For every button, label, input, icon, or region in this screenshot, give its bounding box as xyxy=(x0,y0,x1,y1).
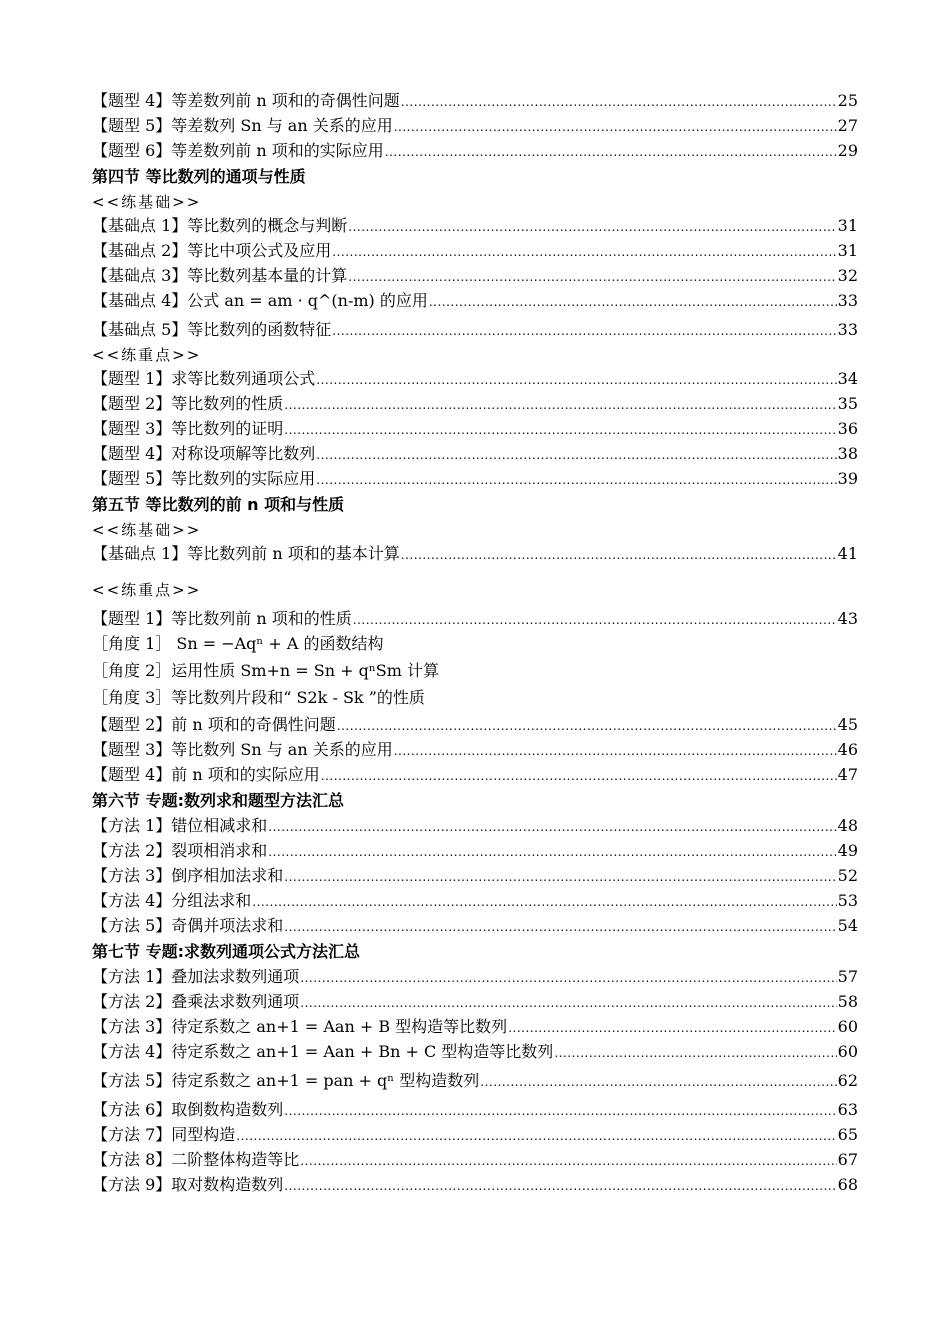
dot-leader xyxy=(252,890,836,913)
toc-entry xyxy=(92,890,858,915)
dot-leader xyxy=(316,468,836,491)
toc-entry-label: 【题型 3】等比数列 Sn 与 an 关系的应用 xyxy=(92,740,393,759)
dot-leader xyxy=(321,764,837,787)
toc-page-number: 60 xyxy=(837,1042,858,1061)
dot-leader xyxy=(337,714,837,737)
toc-entry xyxy=(92,915,858,940)
practice-subheading: <<练基础>> xyxy=(92,521,202,539)
dot-leader xyxy=(480,1070,836,1093)
dot-leader xyxy=(332,319,836,342)
toc-entry xyxy=(92,115,858,140)
toc-page-number: 46 xyxy=(837,740,858,759)
toc-entry xyxy=(92,265,858,290)
dot-leader xyxy=(300,991,836,1014)
dot-leader xyxy=(429,290,837,313)
toc-entry-label: 【题型 4】对称设项解等比数列 xyxy=(92,444,316,463)
toc-entry xyxy=(92,608,858,633)
toc-entry xyxy=(92,443,858,468)
section-heading: 第七节 专题:求数列通项公式方法汇总 xyxy=(92,942,360,961)
toc-page-number: 65 xyxy=(837,1125,858,1144)
section-heading: 第五节 等比数列的前 n 项和与性质 xyxy=(92,495,345,514)
toc-page-number: 47 xyxy=(837,765,858,784)
toc-page-number: 43 xyxy=(837,609,858,628)
toc-entry-label: 【方法 9】取对数构造数列 xyxy=(92,1175,284,1194)
dot-leader xyxy=(284,915,836,938)
toc-page-number: 36 xyxy=(837,419,858,438)
toc-page-number: 31 xyxy=(837,216,858,235)
toc-page-number: 25 xyxy=(837,91,858,110)
dot-leader xyxy=(332,240,836,263)
toc-entry-label: 【方法 7】同型构造 xyxy=(92,1125,236,1144)
toc-entry xyxy=(92,840,858,865)
toc-entry xyxy=(92,240,858,265)
dot-leader xyxy=(300,966,836,989)
angle-item: ［角度 1］ Sn = −Aqⁿ + A 的函数结构 xyxy=(92,634,384,653)
toc-entry-label: 【题型 4】等差数列前 n 项和的奇偶性问题 xyxy=(92,91,400,110)
toc-entry xyxy=(92,991,858,1016)
toc-page-number: 29 xyxy=(837,141,858,160)
toc-entry-label: 【题型 3】等比数列的证明 xyxy=(92,419,284,438)
toc-page-number: 39 xyxy=(837,469,858,488)
toc-page-number: 48 xyxy=(837,816,858,835)
dot-leader xyxy=(394,739,837,762)
toc-entry-label: 【基础点 3】等比数列基本量的计算 xyxy=(92,266,348,285)
toc-entry-label: 【方法 3】倒序相加法求和 xyxy=(92,866,284,885)
toc-page-number: 34 xyxy=(837,369,858,388)
toc-entry-label: 【题型 2】等比数列的性质 xyxy=(92,394,284,413)
dot-leader xyxy=(394,115,837,138)
dot-leader xyxy=(300,1149,836,1172)
angle-item: ［角度 2］运用性质 Sm+n = Sn + qⁿSm 计算 xyxy=(92,661,440,680)
toc-entry-label: 【基础点 1】等比数列前 n 项和的基本计算 xyxy=(92,544,400,563)
toc-page-number: 32 xyxy=(837,266,858,285)
toc-entry-label: 【方法 8】二阶整体构造等比 xyxy=(92,1150,300,1169)
toc-entry-label: 【题型 6】等差数列前 n 项和的实际应用 xyxy=(92,141,384,160)
toc-entry xyxy=(92,815,858,840)
toc-page-number: 38 xyxy=(837,444,858,463)
toc-entry xyxy=(92,319,858,344)
dot-leader xyxy=(401,90,837,113)
toc-entry xyxy=(92,1174,858,1199)
toc-entry xyxy=(92,468,858,493)
dot-leader xyxy=(348,215,836,238)
toc-entry xyxy=(92,1070,858,1099)
toc-entry xyxy=(92,393,858,418)
toc-entry-label: 【题型 1】求等比数列通项公式 xyxy=(92,369,316,388)
toc-entry-label: 【方法 5】奇偶并项法求和 xyxy=(92,916,284,935)
dot-leader xyxy=(401,543,837,566)
section-heading: 第四节 等比数列的通项与性质 xyxy=(92,167,306,186)
dot-leader xyxy=(284,393,836,416)
toc-entry-label: 【题型 4】前 n 项和的实际应用 xyxy=(92,765,320,784)
toc-entry-label: 【方法 3】待定系数之 an+1 = Aan + B 型构造等比数列 xyxy=(92,1017,508,1036)
dot-leader xyxy=(284,1174,836,1197)
dot-leader xyxy=(353,608,837,631)
dot-leader xyxy=(316,368,836,391)
toc-entry-label: 【方法 4】分组法求和 xyxy=(92,891,252,910)
toc-page-number: 58 xyxy=(837,992,858,1011)
toc-entry xyxy=(92,966,858,991)
toc-entry-label: 【题型 5】等差数列 Sn 与 an 关系的应用 xyxy=(92,116,393,135)
toc-entry xyxy=(92,140,858,165)
toc-page-number: 62 xyxy=(837,1071,858,1090)
toc-entry xyxy=(92,290,858,319)
toc-entry xyxy=(92,368,858,393)
dot-leader xyxy=(284,865,836,888)
dot-leader xyxy=(316,443,836,466)
table-of-contents xyxy=(92,90,858,1199)
practice-subheading: <<练重点>> xyxy=(92,581,202,599)
toc-page-number: 31 xyxy=(837,241,858,260)
toc-page-number: 67 xyxy=(837,1150,858,1169)
toc-page-number: 41 xyxy=(837,544,858,563)
toc-page-number: 63 xyxy=(837,1100,858,1119)
toc-page-number: 27 xyxy=(837,116,858,135)
dot-leader xyxy=(268,840,836,863)
section-heading: 第六节 专题:数列求和题型方法汇总 xyxy=(92,791,344,810)
toc-entry-label: 【题型 5】等比数列的实际应用 xyxy=(92,469,316,488)
toc-entry xyxy=(92,1041,858,1070)
toc-entry-label: 【题型 1】等比数列前 n 项和的性质 xyxy=(92,609,352,628)
toc-page-number: 57 xyxy=(837,967,858,986)
toc-entry xyxy=(92,865,858,890)
toc-entry xyxy=(92,543,858,572)
toc-entry xyxy=(92,418,858,443)
toc-entry-label: 【方法 1】叠加法求数列通项 xyxy=(92,967,300,986)
toc-page-number: 54 xyxy=(837,916,858,935)
dot-leader xyxy=(508,1016,836,1039)
toc-entry-label: 【方法 5】待定系数之 an+1 = pan + qⁿ 型构造数列 xyxy=(92,1071,480,1090)
toc-entry xyxy=(92,1149,858,1174)
dot-leader xyxy=(348,265,836,288)
toc-page-number: 52 xyxy=(837,866,858,885)
toc-entry-label: 【方法 2】裂项相消求和 xyxy=(92,841,268,860)
toc-entry-label: 【题型 2】前 n 项和的奇偶性问题 xyxy=(92,715,336,734)
toc-entry xyxy=(92,90,858,115)
dot-leader xyxy=(284,418,836,441)
toc-page-number: 33 xyxy=(837,291,858,310)
toc-entry xyxy=(92,1099,858,1124)
toc-page-number: 35 xyxy=(837,394,858,413)
toc-page-number: 33 xyxy=(837,320,858,339)
toc-entry xyxy=(92,739,858,764)
toc-entry-label: 【基础点 1】等比数列的概念与判断 xyxy=(92,216,348,235)
dot-leader xyxy=(268,815,836,838)
toc-entry xyxy=(92,714,858,739)
toc-entry xyxy=(92,1016,858,1041)
practice-subheading: <<练基础>> xyxy=(92,193,202,211)
toc-entry-label: 【基础点 4】公式 an = am · q^(n-m) 的应用 xyxy=(92,291,428,310)
toc-page-number: 53 xyxy=(837,891,858,910)
toc-entry-label: 【方法 6】取倒数构造数列 xyxy=(92,1100,284,1119)
toc-entry xyxy=(92,764,858,789)
toc-entry-label: 【方法 4】待定系数之 an+1 = Aan + Bn + C 型构造等比数列 xyxy=(92,1042,554,1061)
toc-entry-label: 【基础点 5】等比数列的函数特征 xyxy=(92,320,332,339)
toc-page-number: 45 xyxy=(837,715,858,734)
toc-entry xyxy=(92,215,858,240)
angle-item: ［角度 3］等比数列片段和“ S2k - Sk ”的性质 xyxy=(92,688,425,707)
toc-entry-label: 【方法 1】错位相减求和 xyxy=(92,816,268,835)
toc-page-number: 49 xyxy=(837,841,858,860)
toc-entry-label: 【方法 2】叠乘法求数列通项 xyxy=(92,992,300,1011)
toc-entry xyxy=(92,1124,858,1149)
dot-leader xyxy=(236,1124,836,1147)
dot-leader xyxy=(385,140,837,163)
dot-leader xyxy=(284,1099,836,1122)
toc-entry-label: 【基础点 2】等比中项公式及应用 xyxy=(92,241,332,260)
dot-leader xyxy=(554,1041,836,1064)
toc-page-number: 68 xyxy=(837,1175,858,1194)
practice-subheading: <<练重点>> xyxy=(92,346,202,364)
toc-page-number: 60 xyxy=(837,1017,858,1036)
